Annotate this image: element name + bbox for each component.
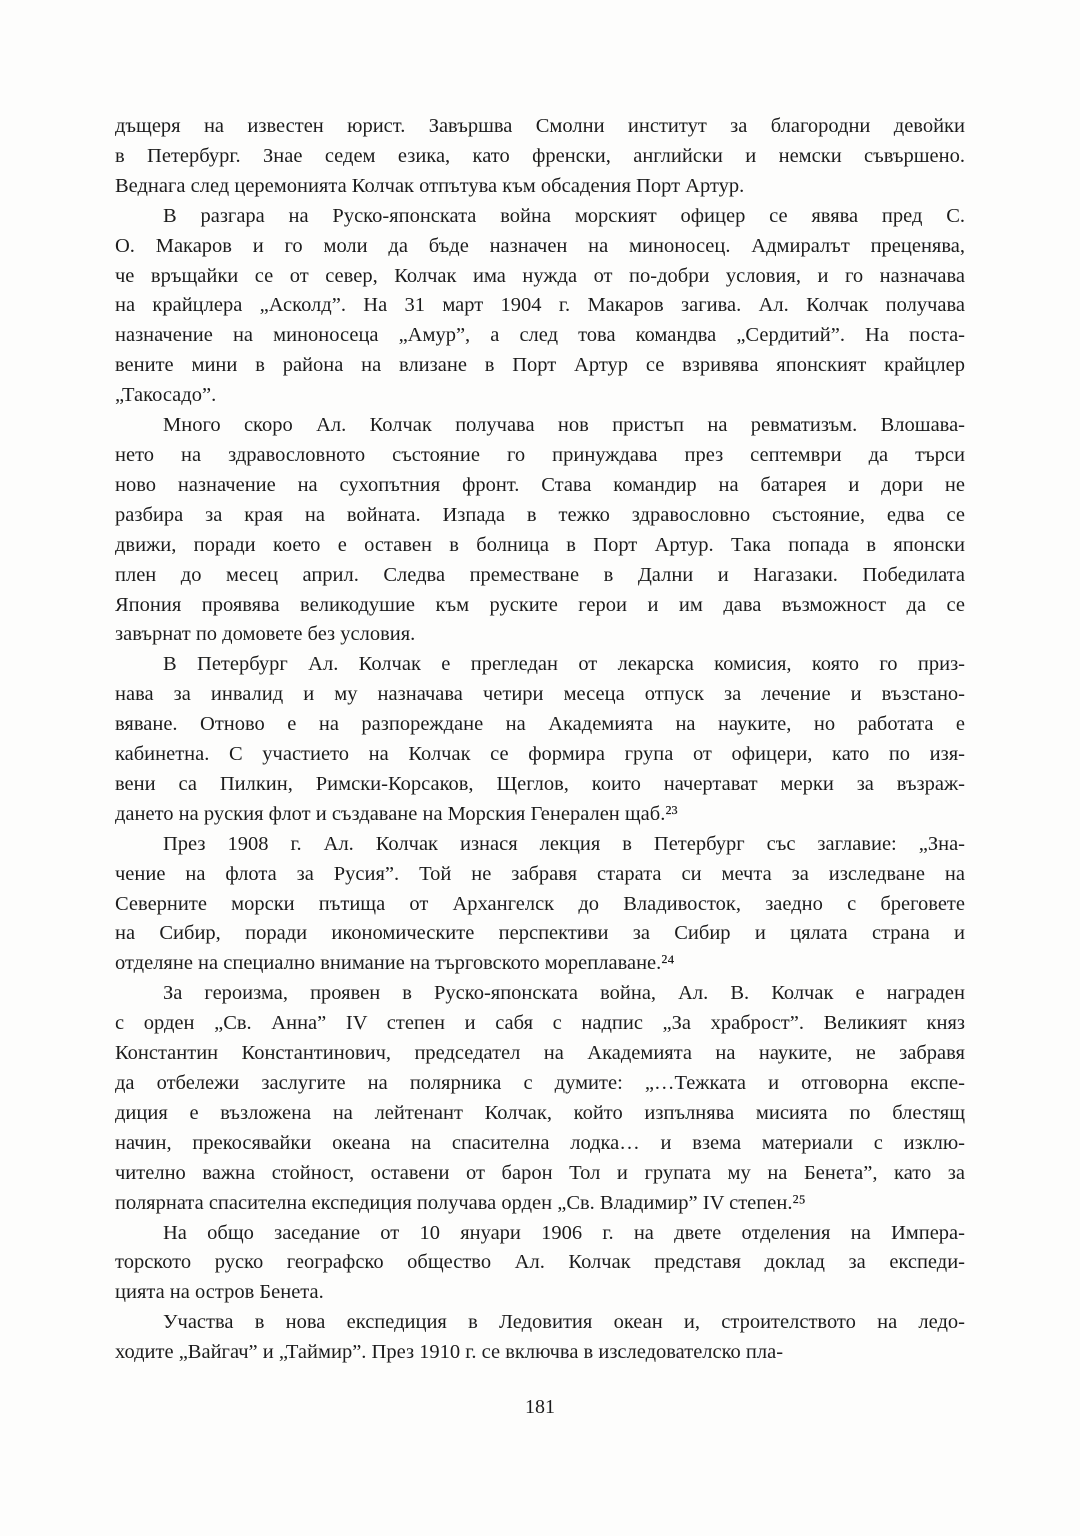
text-line: ходите „Вайгач” и „Таймир”. През 1910 г. се включва в изследователско пла- xyxy=(115,1341,784,1364)
text-line: вени са Пилкин, Римски-Корсаков, Щеглов, които начертават мерки за възраж- xyxy=(115,772,965,795)
text-line: начин, прекосявайки океана на спасителна лодка… и взема материали с изклю- xyxy=(115,1131,965,1154)
text-line: дъщеря на известен юрист. Завършва Смолни институт за благородни девойки xyxy=(115,115,965,137)
text-line: чително важна стойност, оставени от барон Тол и групата му на Бенета”, като за xyxy=(115,1161,965,1184)
text-line: В Петербург Ал. Колчак е прегледан от лекарска комисия, която го приз- xyxy=(163,653,965,676)
paragraph xyxy=(115,411,965,650)
text-line: Северните морски пътища от Архангелск до Владивосток, заедно с бреговете xyxy=(115,892,965,915)
paragraph xyxy=(115,979,965,1218)
text-line: кабинетна. С участието на Колчак се формира група от офицери, като по изя- xyxy=(115,743,965,766)
text-line: движи, поради което е оставен в болница в Порт Артур. Така попада в японски xyxy=(115,533,965,556)
text-line: разбира за края на войната. Изпада в тежко здравословно състояние, едва се xyxy=(115,503,965,526)
text-line: дането на руския флот и създаване на Морския Генерален щаб.²³ xyxy=(115,802,678,825)
text-line: Япония проявява великодушие към руските герои и им дава възможност да се xyxy=(115,593,965,616)
text-line: торското руско географско общество Ал. Колчак представя доклад за експеди- xyxy=(115,1251,965,1274)
text-line: „Такосадо”. xyxy=(115,384,217,407)
paragraph xyxy=(115,1308,965,1368)
text-line: Веднага след церемонията Колчак отпътува към обсадения Порт Артур. xyxy=(115,174,745,197)
text-line: на Сибир, поради икономическите перспективи за Сибир и цялата страна и xyxy=(115,922,965,945)
text-line: ново назначение на сухопътния фронт. Става командир на батарея и дори не xyxy=(115,473,965,496)
text-line: полярната спасителна експедиция получава орден „Св. Владимир” IV степен.²⁵ xyxy=(115,1191,806,1214)
text-line: че връщайки се от север, Колчак има нужда от по-добри условия, и го назначава xyxy=(115,264,965,287)
text-line: През 1908 г. Ал. Колчак изнася лекция в Петербург със заглавие: „Зна- xyxy=(163,832,965,855)
text-line: В разгара на Руско-японската война морският офицер се явява пред С. xyxy=(163,204,965,227)
text-line: отделяне на специално внимание на търговското мореплаване.²⁴ xyxy=(115,952,675,975)
text-line: завърнат по домовете без условия. xyxy=(115,623,416,646)
text-line: диция е възложена на лейтенант Колчак, който изпълнява мисията по блестящ xyxy=(115,1101,965,1124)
text-block xyxy=(115,112,965,1368)
text-line: вяване. Отново е на разпореждане на Академията на науките, но работата е xyxy=(115,713,965,736)
text-line: чение на флота за Русия”. Той не забравя старата си мечта за изследване на xyxy=(115,862,965,885)
paragraph xyxy=(115,830,965,980)
text-line: нава за инвалид и му назначава четири месеца отпуск за лечение и възстано- xyxy=(115,683,965,706)
text-line: нето на здравословното състояние го принуждава през септември да търси xyxy=(115,443,965,466)
paragraph xyxy=(115,202,965,411)
text-line: назначение на миноносеца „Амур”, а след това командва „Сердитий”. На поста- xyxy=(115,324,965,347)
text-line: Участва в нова експедиция в Ледовития океан и, строителството на ледо- xyxy=(163,1311,965,1334)
page-number: 181 xyxy=(525,1396,555,1418)
text-line: да отбележи заслугите на полярника с думите: „…Тежката и отговорна експе- xyxy=(115,1072,965,1094)
text-line: в Петербург. Знае седем езика, като френски, английски и немски съвършено. xyxy=(115,144,965,167)
text-line: На общо заседание от 10 януари 1906 г. на двете отделения на Импера- xyxy=(163,1221,965,1244)
paragraph xyxy=(115,1219,965,1309)
paragraph xyxy=(115,112,965,202)
text-line: цията на остров Бенета. xyxy=(115,1281,324,1304)
text-line: Константин Константинович, председател на Академията на науките, не забравя xyxy=(115,1042,965,1065)
text-line: с орден „Св. Анна” IV степен и сабя с надпис „За храброст”. Великият княз xyxy=(115,1012,965,1035)
text-line: За героизма, проявен в Руско-японската война, Ал. В. Колчак е награден xyxy=(163,982,965,1005)
text-line: Много скоро Ал. Колчак получава нов пристъп на ревматизъм. Влошава- xyxy=(163,414,965,437)
text-line: О. Макаров и го моли да бъде назначен на миноносец. Адмиралът преценява, xyxy=(115,234,965,257)
paragraph xyxy=(115,650,965,829)
text-line: на крайцлера „Асколд”. На 31 март 1904 г. Макаров загива. Ал. Колчак получава xyxy=(115,294,965,317)
text-line: вените мини в района на влизане в Порт Артур се взривява японският крайцлер xyxy=(115,354,965,377)
text-line: плен до месец април. Следва преместване в Дални и Нагазаки. Победилата xyxy=(115,563,965,586)
